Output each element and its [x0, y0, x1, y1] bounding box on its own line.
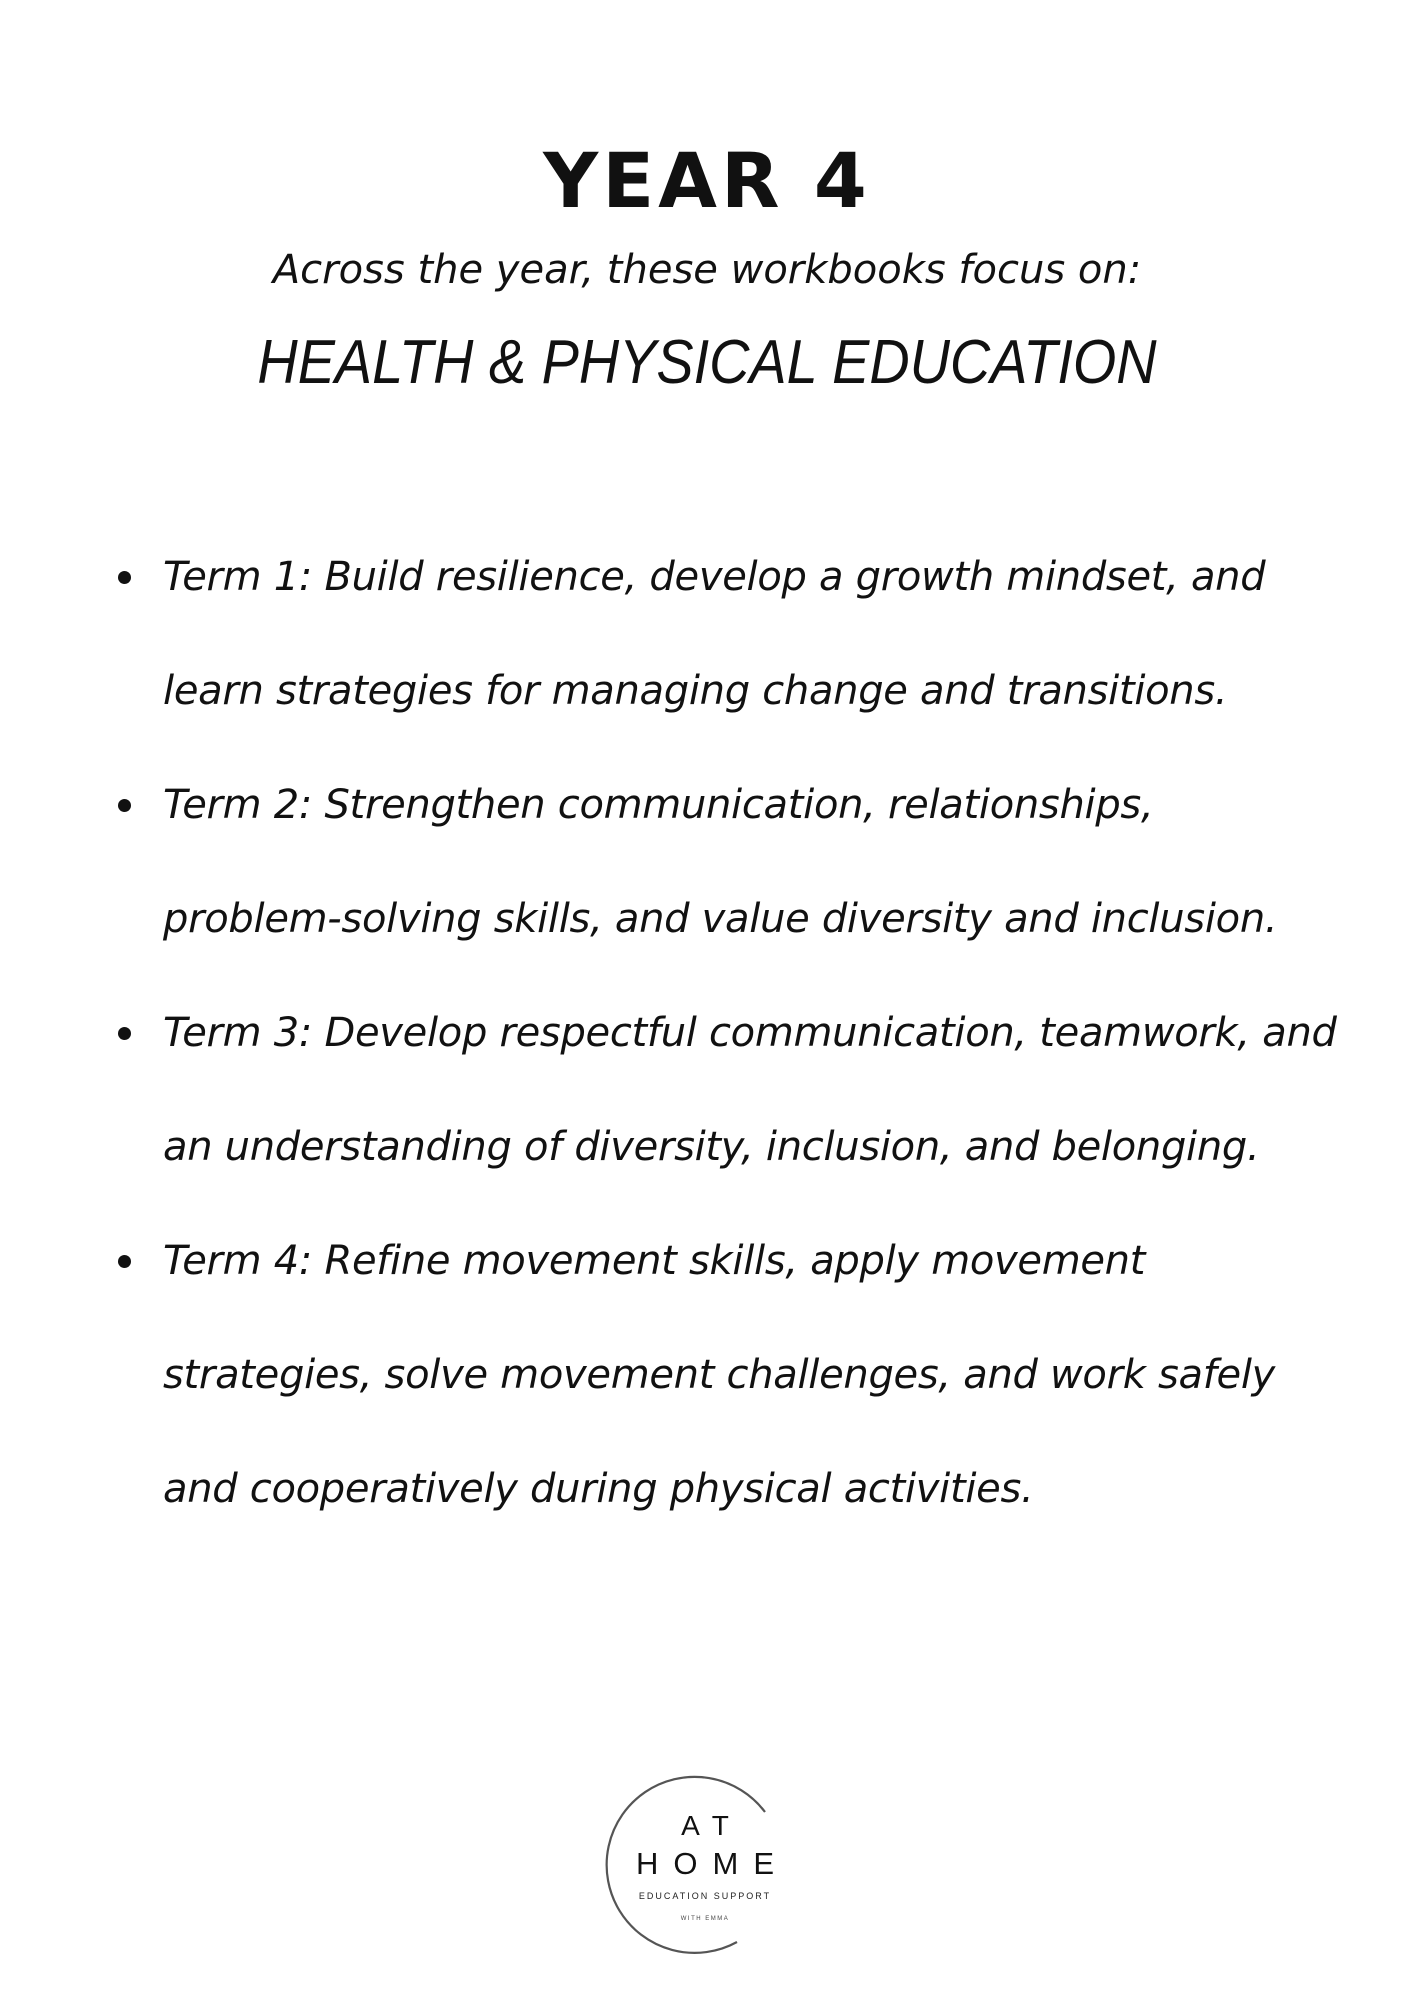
- term-item-1: [113, 520, 1343, 748]
- logo-text-at: AT: [681, 1810, 743, 1841]
- brand-logo: [605, 1760, 805, 1960]
- bullet-icon: [118, 571, 131, 584]
- bullet-icon: [118, 799, 131, 812]
- logo-text-home: HOME: [636, 1846, 789, 1881]
- term-text: Term 3: Develop respectful communication, teamwork, and an understanding of diversity, inclusion, and belonging.: [163, 1010, 1337, 1170]
- term-item-2: [113, 748, 1343, 976]
- logo-text-education-support: EDUCATION SUPPORT: [638, 1891, 772, 1901]
- page-title: YEAR 4: [543, 135, 871, 225]
- term-item-3: [113, 976, 1343, 1204]
- term-text: Term 4: Refine movement skills, apply movement strategies, solve movement challenges, and work safely and cooperatively during physical activities.: [163, 1238, 1276, 1512]
- bullet-icon: [118, 1255, 131, 1268]
- intro-text: Across the year, these workbooks focus on:: [272, 247, 1142, 293]
- logo-text-with-emma: WITH EMMA: [680, 1916, 730, 1922]
- term-list: [113, 520, 1343, 1546]
- term-text: Term 1: Build resilience, develop a growth mindset, and learn strategies for managing change and transitions.: [163, 554, 1266, 714]
- subject-heading: HEALTH & PHYSICAL EDUCATION: [257, 328, 1157, 397]
- term-text: Term 2: Strengthen communication, relationships, problem-solving skills, and value diversity and inclusion.: [163, 782, 1278, 942]
- term-item-4: [113, 1204, 1343, 1546]
- bullet-icon: [118, 1027, 131, 1040]
